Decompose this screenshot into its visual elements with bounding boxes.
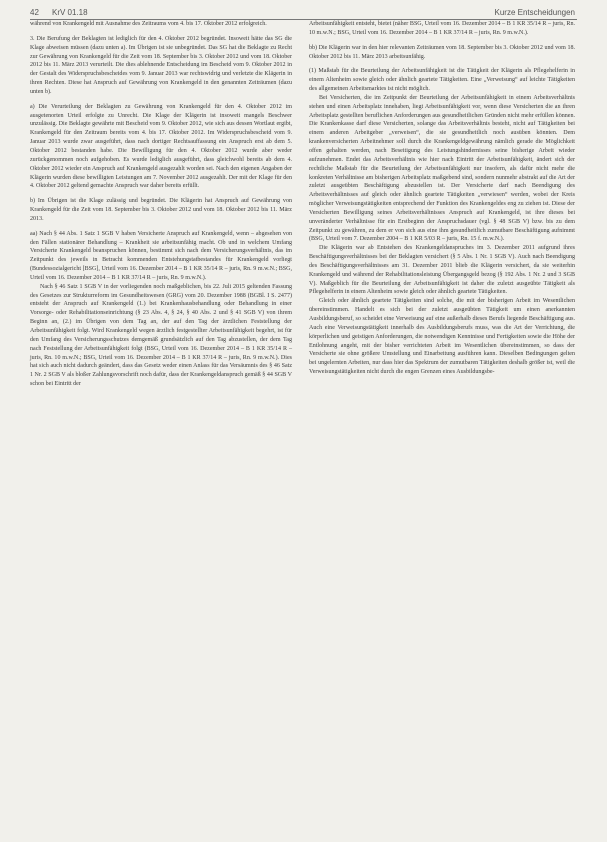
paragraph: Bei Versicherten, die im Zeitpunkt der Beurteilung der Arbeitsunfähigkeit in einem Arbeitsverhältnis stehen und einen Arbeitsplatz innehaben, liegt Arbeitsunfähigkeit vor, wenn diese Versicherten die an ihren Arbeitsplatz gestellten beruflichen Anforderungen aus gesundheitlichen Gründen nicht mehr erfüllen können. Die Krankenkasse darf diese Versicherten, solange das Arbeitsverhältnis besteht, nicht auf Tätigkeiten bei einem anderen Arbeitgeber „verweisen“, die sie gesundheitlich noch ausüben könnten. Dem krankenversicherten Arbeitnehmer soll durch die Krankengeldgewährung nämlich gerade die Möglichkeit offen gehalten werden, nach Beseitigung des Leistungshindernisses seine bisherige Arbeit wieder aufzunehmen. Endet das Arbeitsverhältnis wie hier nach Eintritt der Arbeitsunfähigkeit, ändert sich der rechtliche Maßstab für die Beurteilung der Arbeitsunfähigkeit nur insofern, als dafür nicht mehr die konkreten Verhältnisse am bisherigen Arbeitsplatz maßgebend sind, sondern nunmehr abstrakt auf die Art der zuletzt ausgeübten Beschäftigung abzustellen ist. Der Versicherte darf nach Beendigung des Arbeitsverhältnisses auf gleich oder ähnlich geartete Tätigkeiten „verwiesen“ werden, wobei der Kreis möglicher Verweisungstätigkeiten entsprechend der Funktion des Krankengeldes eng zu ziehen ist. Diese der Versicherten Bewilligung seines Arbeitsverhältnisses Anspruch auf Krankengeld, ist ihre dieses bei unveränderter Verhältnisse für ein Erstbeginn der Anspruchsdauer (vgl. § 48 SGB V) bzw. bis zu dem Zeitpunkt zu gewähren, zu dem er von sich aus eine ihm gesundheitlich zumutbare Beschäftigung aufnimmt (BSG, Urteil vom 7. Dezember 2004 – B 1 KR 5/03 R – juris, Rn. 15 f. m.w.N.). [309, 94, 575, 243]
paragraph: Die Klägerin war ab Entstehen des Krankengeldanspruches im 3. Dezember 2011 aufgrund ihres Beschäftigungsverhältnisses bei der Beklagten versichert (§ 5 Abs. 1 Nr. 1 SGB V). Auch nach Beendigung des Beschäftigungsverhältnisses am 31. Dezember 2011 blieb die Klägerin versichert, da sie weiterhin Krankengeld und während der Rehabilitationsleistung Übergangsgeld bezog (§ 192 Abs. 1 Nr. 2 und 3 SGB V). Maßgeblich für die Beurteilung der Arbeitsunfähigkeit ist daher die zuletzt ausgeübte Tätigkeit als Pflegehelferin in einem Altenheim sowie gleich oder ähnlich geartete Tätigkeiten. [309, 245, 575, 296]
journal-name: KrV 01.18 [52, 8, 88, 17]
right-column [309, 20, 575, 377]
paragraph: während von Krankengeld mit Ausnahme des Zeitraums vom 4. bis 17. Oktober 2012 erfolgreich. [30, 21, 267, 27]
paragraph: Gleich oder ähnlich geartete Tätigkeiten sind solche, die mit der bisherigen Arbeit im Wesentlichen übereinstimmen. Handelt es sich bei der zuletzt ausgeübten Tätigkeit um einen anerkannten Ausbildungsberuf, so scheidet eine Verweisung auf eine außerhalb dieses Berufs liegende Beschäftigung aus. Auch eine Verweisungstätigkeit innerhalb des Ausbildungsberufs muss, was die Art der Verrichtung, die körperlichen und geistigen Anforderungen, die notwendigen Kenntnisse und Fertigkeiten sowie die Höhe der Entlohnung angeht, mit der bisher verrichteten Arbeit im Wesentlichen übereinstimmen, so dass der Versicherte sie ohne größere Umstellung und Einarbeitung ausführen kann. Dieselben Bedingungen gelten bei ungelernten Arbeiten, nur dass hier das Spektrum der zumutbaren Tätigkeiten deshalb größer ist, weil die Verweisungstätigkeiten nicht durch die engen Grenzen eines Ausbildungsbe- [309, 298, 575, 376]
paragraph: a) Die Verurteilung der Beklagten zu Gewährung von Krankengeld für den 4. Oktober 2012 im ausgetenorten Urteil erfolgte zu Unrecht. Die Klage der Klägerin ist insoweit mangels Beschwer unzulässig. Die Beklagte gewährte mit Bescheid vom 9. Oktober 2012, wie sich aus dessen Wortlaut ergibt, Krankengeld für den Zeitraum bereits vom 4. bis 17. Oktober 2012. Im Widerspruchsbescheid vom 9. Januar 2013 wurde zwar ausgeführt, dass nach dortiger Rechtsauffassung ein Anspruch erst ab dem 5. Oktober 2012 bestanden habe. Die Bewilligung für den 4. Oktober 2012 wurde aber weder zurückgenommen noch aufgehoben. Es wurde lediglich ausgeführt, dass gleichwohl bereits ab dem 4. Oktober 2012 wieder ein Anspruch auf Krankengeld ausgezahlt worden sei. Nach den eigenen Angaben der Klägerin wurden diese bewilligten Leistungen am 7. November 2012 ausgezahlt. Der mit der Klage für den 4. Oktober 2012 geltend gemachte Anspruch war daher bereits erfüllt. [30, 103, 292, 190]
paragraph: (1) Maßstab für die Beurteilung der Arbeitsunfähigkeit ist die Tätigkeit der Klägerin als Pflegehelferin in einem Altenheim sowie gleich oder ähnlich geartete Tätigkeiten. Eine „Verweisung“ auf leichte Tätigkeiten des allgemeinen Arbeitsmarktes ist nicht möglich. [309, 68, 575, 93]
section-title: Kurze Entscheidungen [494, 8, 575, 17]
left-column [30, 20, 292, 389]
paragraph: aa) Nach § 44 Abs. 1 Satz 1 SGB V haben Versicherte Anspruch auf Krankengeld, wenn – abgesehen von den Fällen stationärer Behandlung – Krankheit sie arbeitsunfähig macht. Ob und in welchem Umfang Versicherte Krankengeld beanspruchen können, bestimmt sich nach dem Versicherungsverhältnis, das im Zeitpunkt des jeweils in Betracht kommenden Entstehungstatbestandes für Krankengeld vorliegt (Bundessozialgericht [BSG], Urteil vom 16. Dezember 2014 – B 1 KR 35/14 R – juris, Rn. 9 m.w.N.; BSG, Urteil vom 16. Dezember 2014 – B 1 KR 37/14 R – juris, Rn. 9 m.w.N.). [30, 230, 292, 281]
page-header [30, 6, 577, 20]
paragraph: 3. Die Berufung der Beklagten ist lediglich für den 4. Oktober 2012 begründet. Insoweit hätte das SG die Klage abweisen müssen (dazu unten a). Im Übrigen ist sie unbegründet. Das SG hat die Beklagte zu Recht zur Gewährung von Krankengeld für die Zeit vom 18. September bis 3. Oktober 2012 und vom 18. Oktober 2012 bis 11. März 2013 verurteilt. Die dies ablehnende Entscheidung im Bescheid vom 9. Oktober 2012 in der Gestalt des Widerspruchsbescheides vom 9. Januar 2013 war rechtswidrig und verletzte die Klägerin in ihren Rechten. Diese hat Anspruch auf Gewährung von Krankengeld in den genannten Zeiträumen (dazu unten b). [30, 35, 292, 95]
paragraph: Arbeitsunfähigkeit entsteht, bietet (näher BSG, Urteil vom 16. Dezember 2014 – B 1 KR 35/14 R – juris, Rn. 10 m.w.N.; BSG, Urteil vom 16. Dezember 2014 – B 1 KR 37/14 R – juris, Rn. 9 m.w.N.). [309, 21, 575, 36]
page-number: 42 [30, 8, 39, 17]
paragraph: Nach § 46 Satz 1 SGB V in der vorliegenden noch maßgeblichen, bis 22. Juli 2015 geltenden Fassung des Gesetzes zur Strukturreform im Gesundheitswesen (GRG) vom 20. Dezember 1988 (BGBl. I S. 2477) entsteht der Anspruch auf Krankengeld (1.) bei Krankenhausbehandlung oder Behandlung in einer Vorsorge- oder Rehabilitationseinrichtung (§ 23 Abs. 4, § 24, § 40 Abs. 2 und § 41 SGB V) von ihrem Beginn an, (2.) im Übrigen von dem Tag an, der auf den Tag der ärztlichen Feststellung der Arbeitsunfähigkeit folgt. Wird Krankengeld wegen ärztlich festgestellter Arbeitsunfähigkeit begehrt, ist für den Umfang des Versicherungsschutzes demgemäß grundsätzlich auf den Tag abzustellen, der dem Tag nach Feststellung der Arbeitsunfähigkeit folgt (BSG, Urteil vom 16. Dezember 2014 – B 1 KR 35/14 R – juris, Rn. 10 m.w.N.; BSG, Urteil vom 16. Dezember 2014 – B 1 KR 37/14 R – juris, Rn. 9 m.w.N.). Dies hat sich auch nicht dadurch geändert, dass das Gesetz weder einen Anlass für das Versäumnis des § 46 Satz 1 Nr. 2 SGB V als bloßer Zahlungsvorschrift noch dafür, dass der Krankengeldanspruch gemäß § 44 SGB V schon bei Eintritt der [30, 283, 292, 388]
paragraph: b) Im Übrigen ist die Klage zulässig und begründet. Die Klägerin hat Anspruch auf Gewährung von Krankengeld für die Zeit vom 18. September bis 3. Oktober 2012 und vom 18. Oktober 2012 bis 11. März 2013. [30, 198, 292, 222]
paragraph: bb) Die Klägerin war in den hier relevanten Zeiträumen vom 18. September bis 3. Oktober 2012 und vom 18. Oktober 2012 bis 11. März 2013 arbeitsunfähig. [309, 44, 575, 60]
